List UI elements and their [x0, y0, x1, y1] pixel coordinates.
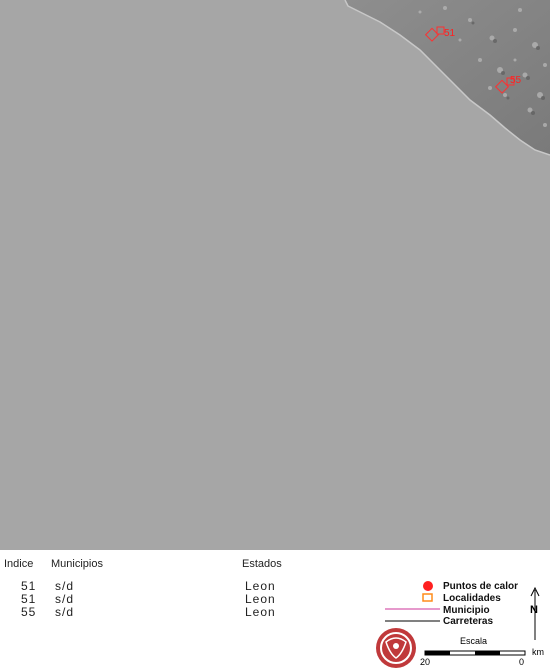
row-municipio: s/d	[55, 579, 75, 593]
scale-left-label: 20	[420, 657, 431, 667]
row-indice: 51	[21, 579, 37, 593]
red-dot-icon	[423, 581, 433, 591]
legend-localidades-label: Localidades	[443, 593, 501, 604]
row-municipio: s/d	[55, 592, 75, 606]
header-estados: Estados	[242, 558, 282, 570]
row-estado: Leon	[245, 579, 276, 593]
header-municipios: Municipios	[51, 558, 103, 570]
scale-unit-label: km	[532, 647, 544, 657]
row-municipio: s/d	[55, 605, 75, 619]
scale-title: Escala	[460, 636, 488, 646]
legend-municipio-label: Municipio	[443, 605, 490, 616]
hotspot-label: 55	[510, 75, 522, 86]
legend-carreteras-label: Carreteras	[443, 616, 494, 627]
legend-puntos-label: Puntos de calor	[443, 581, 519, 592]
orange-square-icon	[423, 594, 432, 601]
institution-logo-icon	[376, 628, 416, 668]
row-indice: 55	[21, 605, 37, 619]
header-indice: Indice	[4, 558, 34, 570]
north-label: N	[530, 604, 538, 616]
row-estado: Leon	[245, 605, 276, 619]
scale-bar	[425, 651, 525, 655]
row-indice: 51	[21, 592, 37, 606]
row-estado: Leon	[245, 592, 276, 606]
hotspot-label: 51	[444, 28, 456, 39]
scale-right-label: 0	[519, 657, 525, 667]
